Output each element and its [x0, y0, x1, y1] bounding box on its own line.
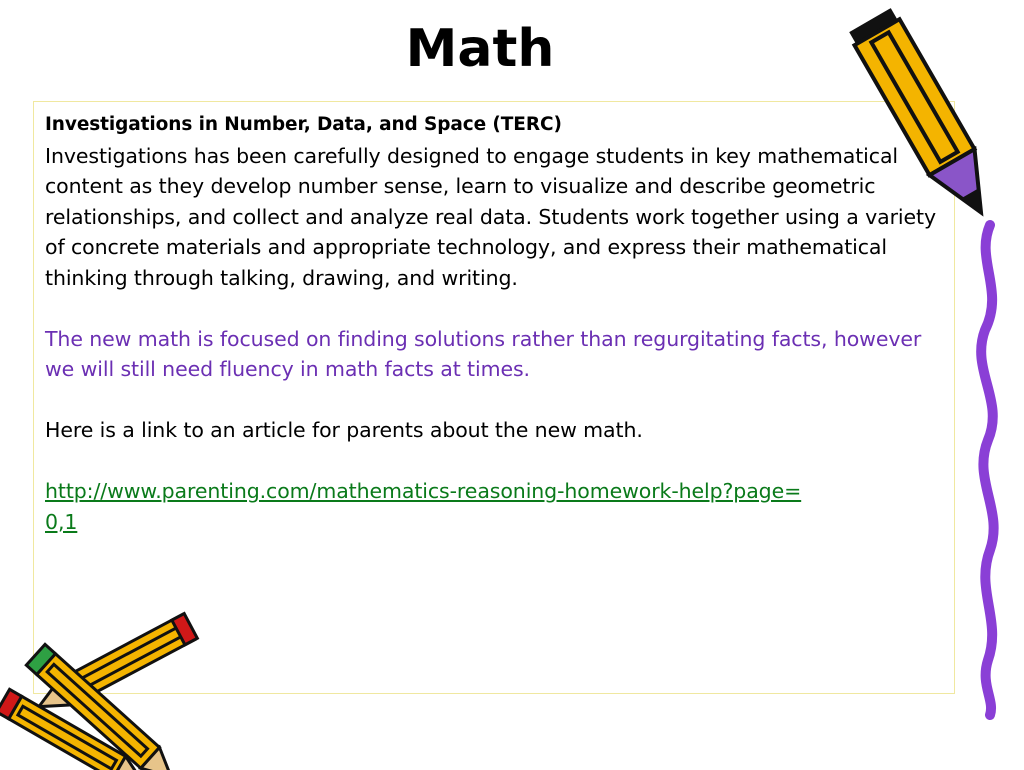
- squiggle-icon: [960, 220, 1020, 720]
- squiggle-line: [981, 225, 993, 715]
- slide-title: Math: [405, 19, 555, 79]
- pencil-right-icon: [860, 4, 1000, 244]
- spacer: [45, 293, 945, 324]
- link-intro: Here is a link to an article for parents about the new math.: [45, 418, 643, 442]
- spacer: [45, 446, 945, 477]
- crossed-pencils-icon: [0, 610, 210, 770]
- description-paragraph: Investigations has been carefully designed to engage students in key mathematical content as they develop number sense, learn to visualize and describe geometric relationships, and collect and analyze real data. Students work together using a variety of concrete materials and appropriate technology, and express their mathematical thinking through talking, drawing, and writing.: [45, 143, 937, 290]
- spacer: [45, 385, 945, 416]
- content-body: [45, 110, 945, 537]
- article-link[interactable]: http://www.parenting.com/mathematics-reasoning-homework-help?page=0,1: [45, 479, 802, 534]
- subheading: Investigations in Number, Data, and Space (TERC): [45, 114, 562, 135]
- emphasis-paragraph: The new math is focused on finding solutions rather than regurgitating facts, however we will still need fluency in math facts at times.: [45, 326, 922, 381]
